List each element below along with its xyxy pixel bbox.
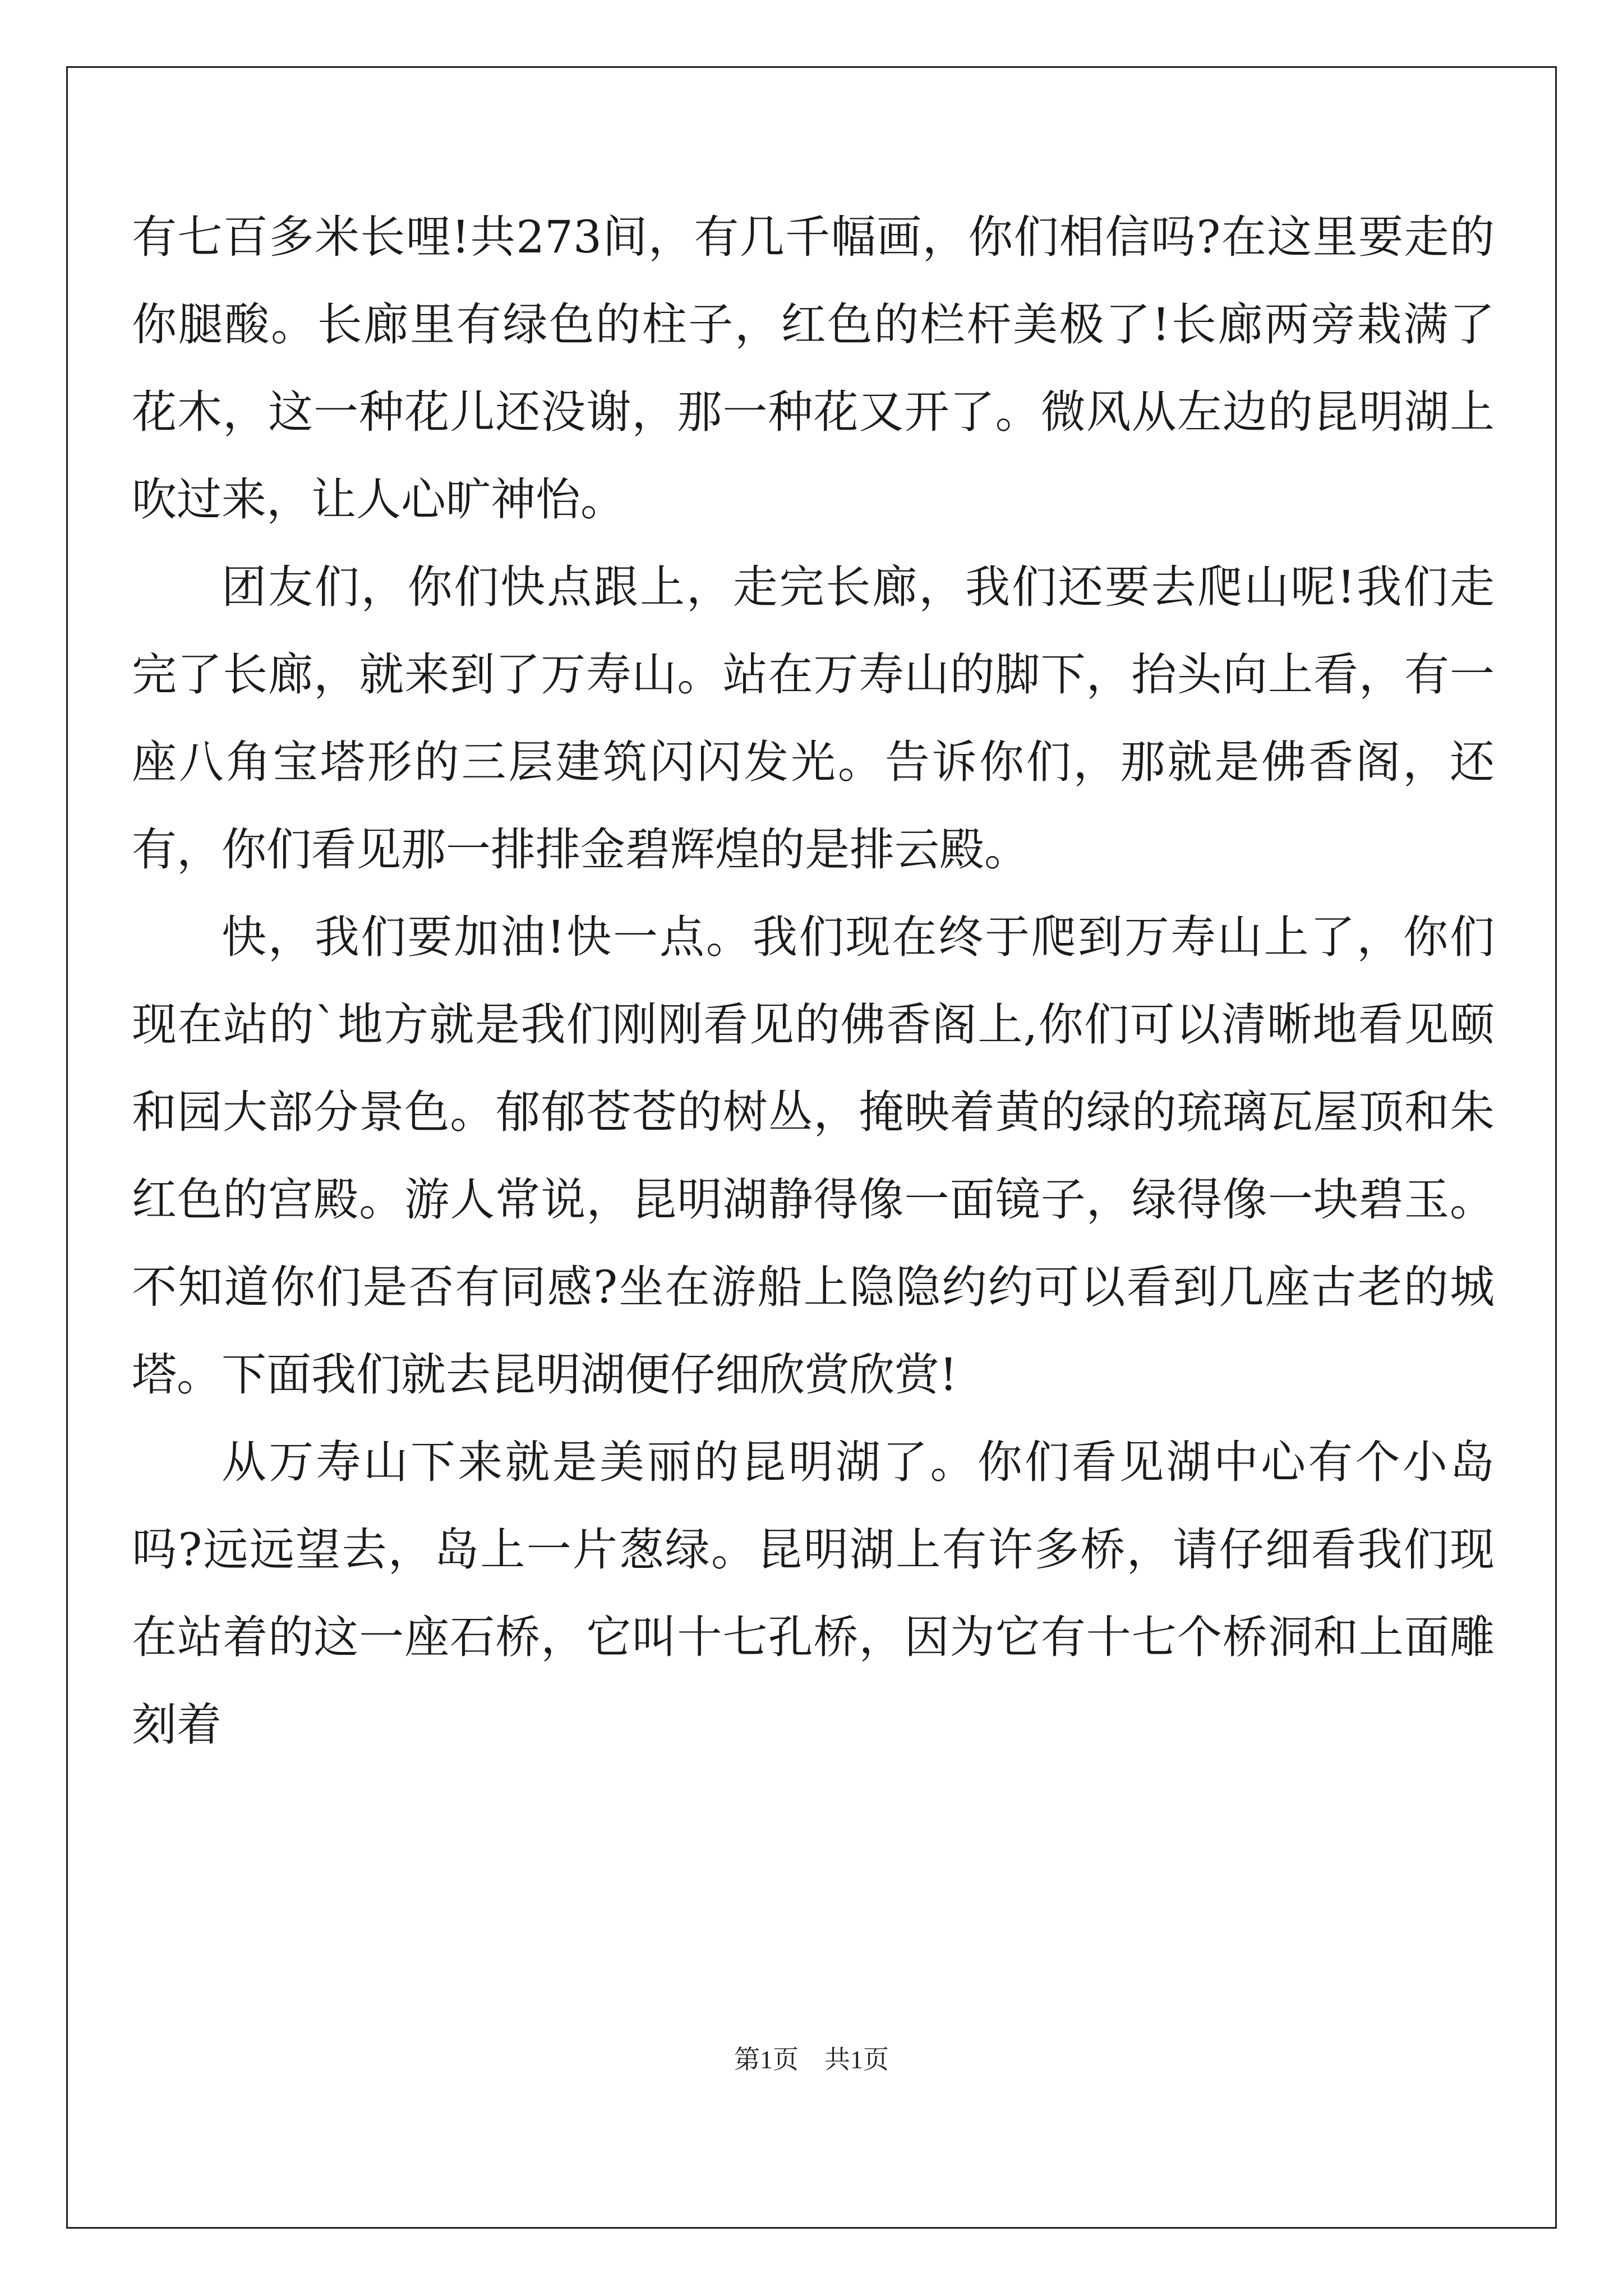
paragraph-2: 团友们，你们快点跟上，走完长廊，我们还要去爬山呢!我们走完了长廊，就来到了万寿山。站在万寿山的脚下，抬头向上看，有一座八角宝塔形的三层建筑闪闪发光。告诉你们，那就是佛香阁，还有，你们看见那一排排金碧辉煌的是排云殿。 — [132, 561, 1495, 876]
paragraph-1: 有七百多米长哩!共273间，有几千幅画，你们相信吗?在这里要走的你腿酸。长廊里有绿色的柱子，红色的栏杆美极了!长廊两旁栽满了花木，这一种花儿还没谢，那一种花又开了。微风从左边的昆明湖上吹过来，让人心旷神怡。 — [132, 211, 1495, 526]
paragraph-4: 从万寿山下来就是美丽的昆明湖了。你们看见湖中心有个小岛吗?远远望去，岛上一片葱绿。昆明湖上有许多桥，请仔细看我们现在站着的这一座石桥，它叫十七孔桥，因为它有十七个桥洞和上面雕刻着 — [132, 1436, 1495, 1751]
paragraph-3: 快，我们要加油!快一点。我们现在终于爬到万寿山上了，你们现在站的`地方就是我们刚刚看见的佛香阁上,你们可以清晰地看见颐和园大部分景色。郁郁苍苍的树丛，掩映着黄的绿的琉璃瓦屋顶和朱红色的宫殿。游人常说，昆明湖静得像一面镜子，绿得像一块碧玉。不知道你们是否有同感?坐在游船上隐隐约约可以看到几座古老的城塔。下面我们就去昆明湖便仔细欣赏欣赏! — [132, 911, 1495, 1401]
page-footer: 第1页 共1页 — [734, 2045, 889, 2074]
document-body — [132, 194, 1495, 1769]
